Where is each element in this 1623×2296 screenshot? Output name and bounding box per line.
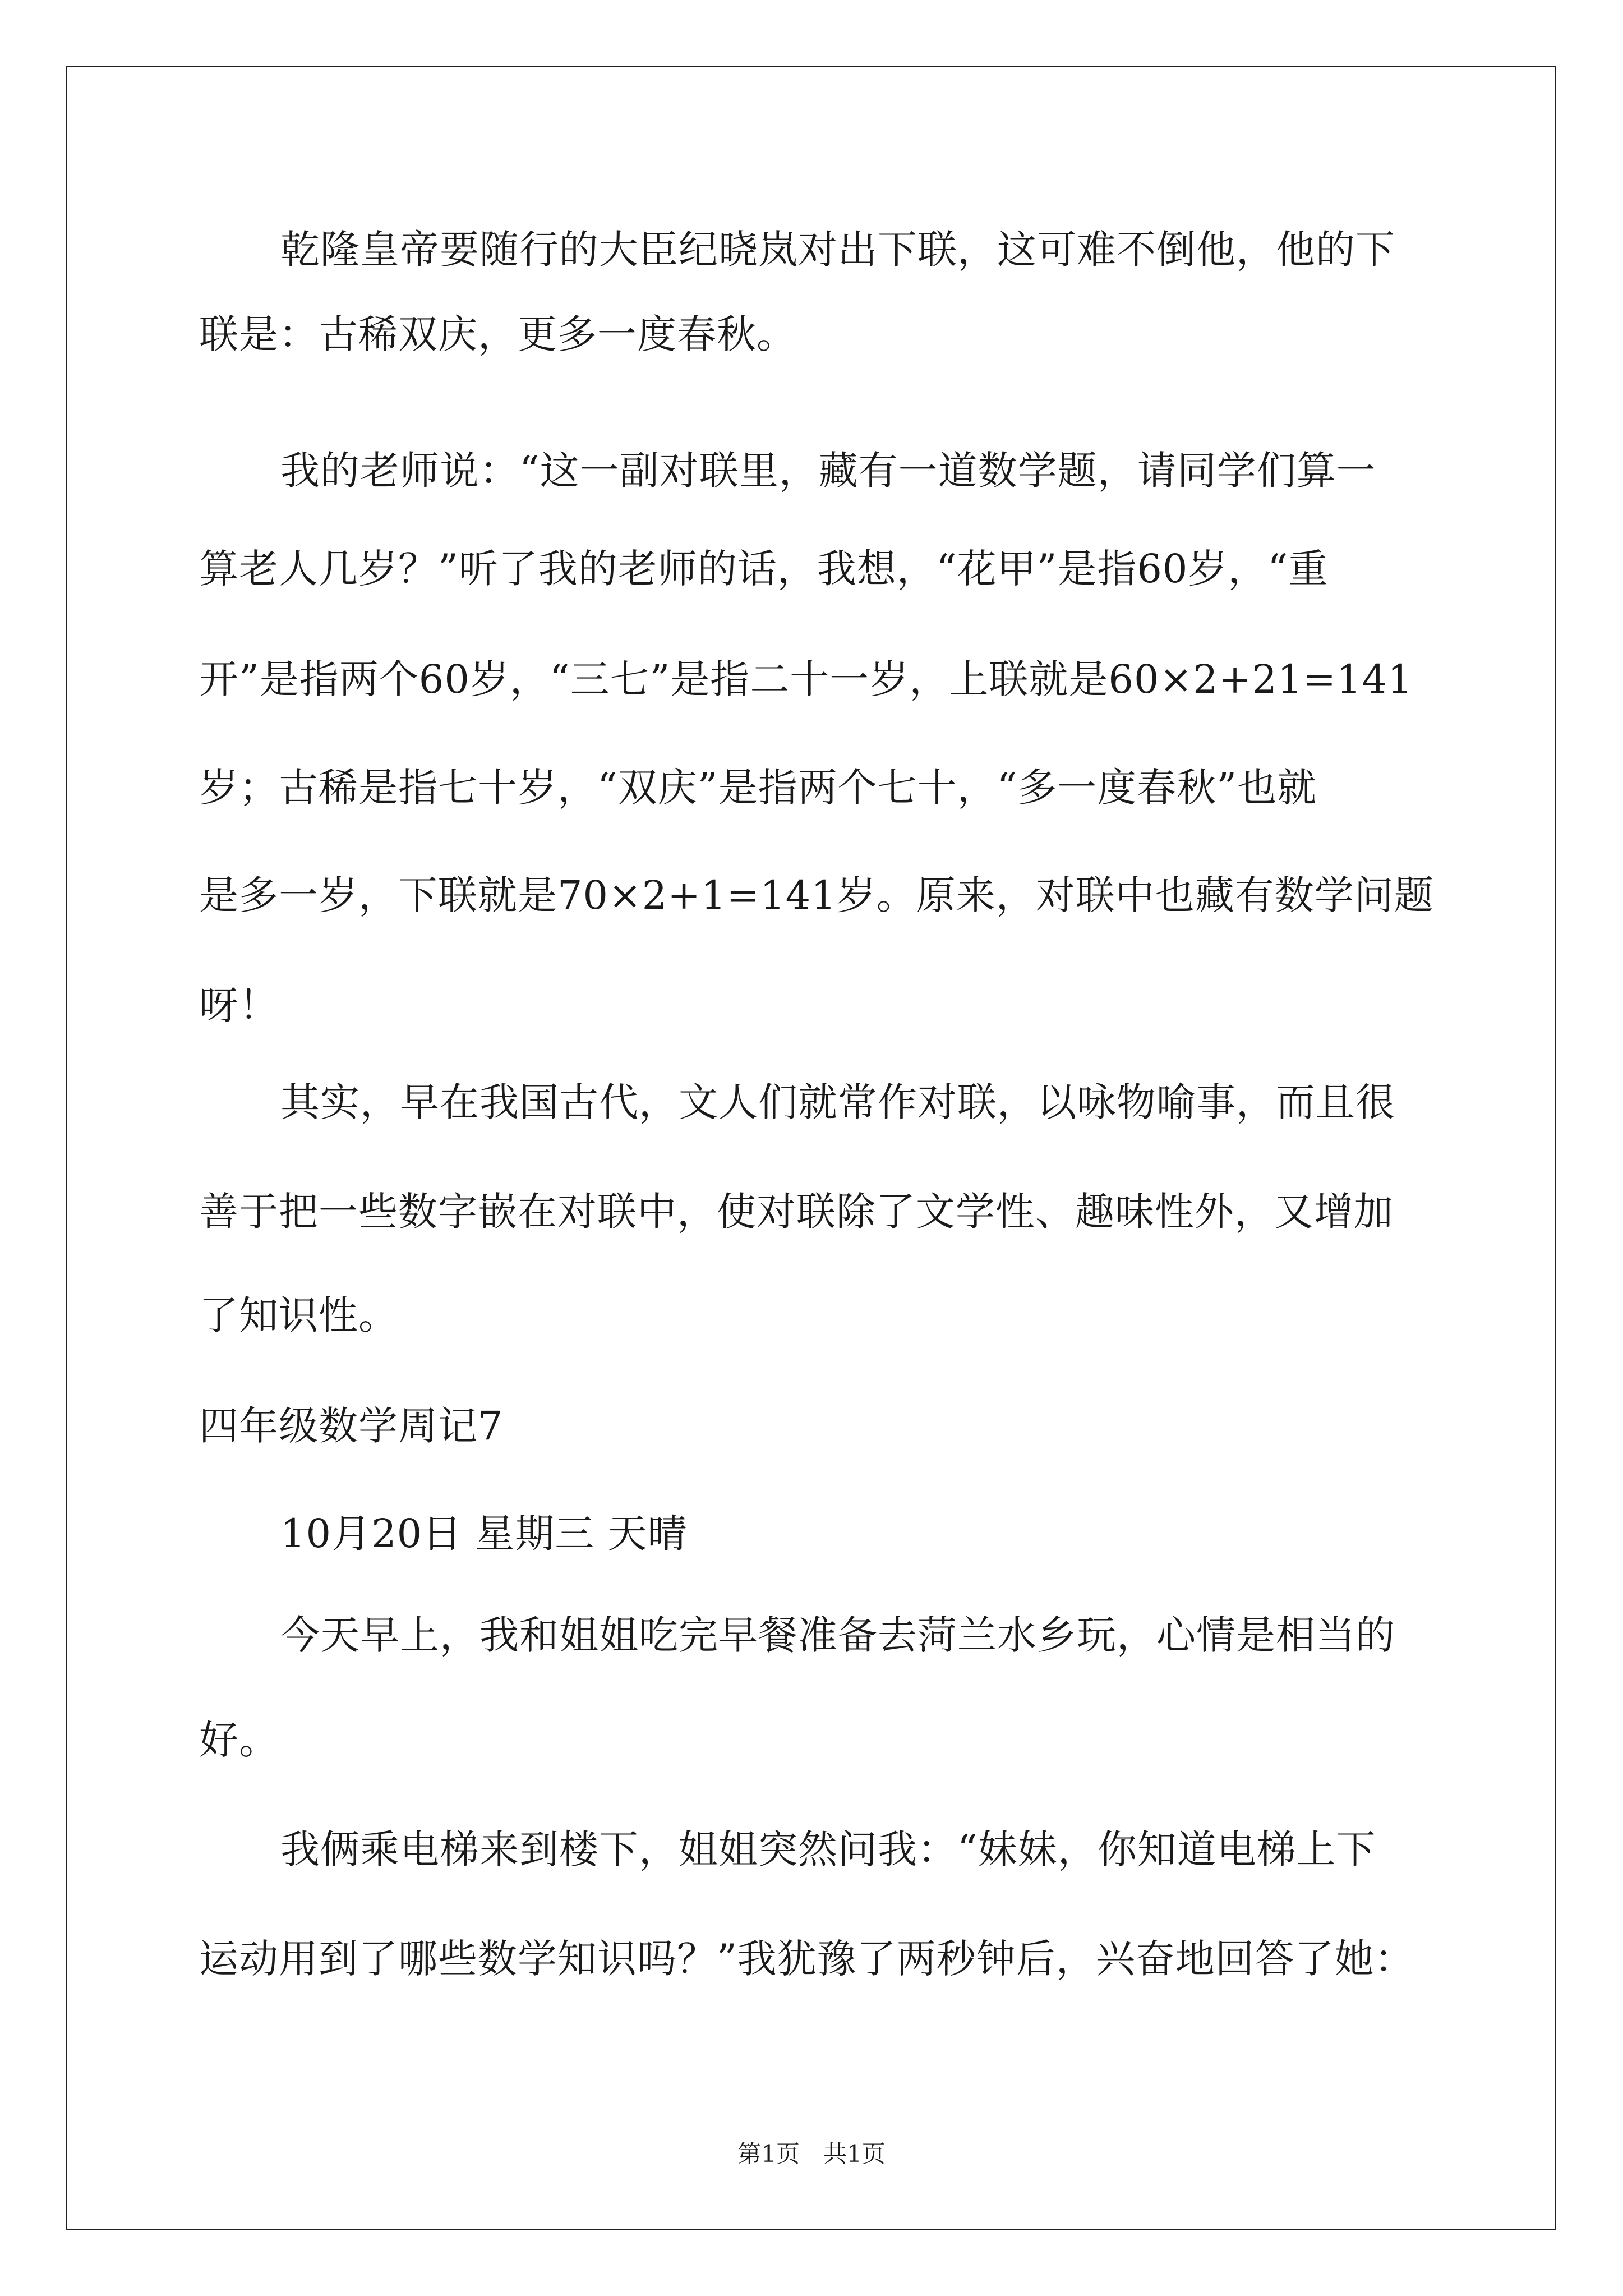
page-number-footer: 第1页 共1页: [737, 2140, 886, 2168]
paragraph-line: 好。: [199, 1717, 279, 1763]
page-border: [66, 66, 1556, 2230]
paragraph-line: 其实，早在我国古代，文人们就常作对联，以咏物喻事，而且很: [280, 1079, 1395, 1125]
paragraph-line: 算老人几岁？”听了我的老师的话，我想，“花甲”是指60岁，“重: [199, 546, 1329, 592]
paragraph-line: 呀！: [199, 982, 279, 1028]
paragraph-line: 运动用到了哪些数学知识吗？”我犹豫了两秒钟后，兴奋地回答了她：: [199, 1936, 1414, 1982]
section-heading: 四年级数学周记7: [199, 1403, 504, 1449]
date-line: 10月20日 星期三 天晴: [280, 1511, 688, 1557]
paragraph-line: 我俩乘电梯来到楼下，姐姐突然问我：“妹妹，你知道电梯上下: [280, 1826, 1376, 1872]
paragraph-line: 今天早上，我和姐姐吃完早餐准备去菏兰水乡玩，心情是相当的: [280, 1612, 1395, 1658]
paragraph-line: 开”是指两个60岁，“三七”是指二十一岁，上联就是60×2+21=141: [199, 656, 1413, 702]
paragraph-line: 了知识性。: [199, 1292, 398, 1338]
paragraph-line: 我的老师说：“这一副对联里，藏有一道数学题，请同学们算一: [280, 448, 1376, 494]
paragraph-line: 联是：古稀双庆，更多一度春秋。: [199, 311, 796, 357]
paragraph-line: 乾隆皇帝要随行的大臣纪晓岚对出下联，这可难不倒他，他的下: [280, 227, 1395, 273]
paragraph-line: 是多一岁，下联就是70×2+1=141岁。原来，对联中也藏有数学问题: [199, 872, 1434, 918]
paragraph-line: 善于把一些数字嵌在对联中，使对联除了文学性、趣味性外，又增加: [199, 1189, 1394, 1235]
paragraph-line: 岁；古稀是指七十岁，“双庆”是指两个七十，“多一度春秋”也就: [199, 765, 1317, 811]
